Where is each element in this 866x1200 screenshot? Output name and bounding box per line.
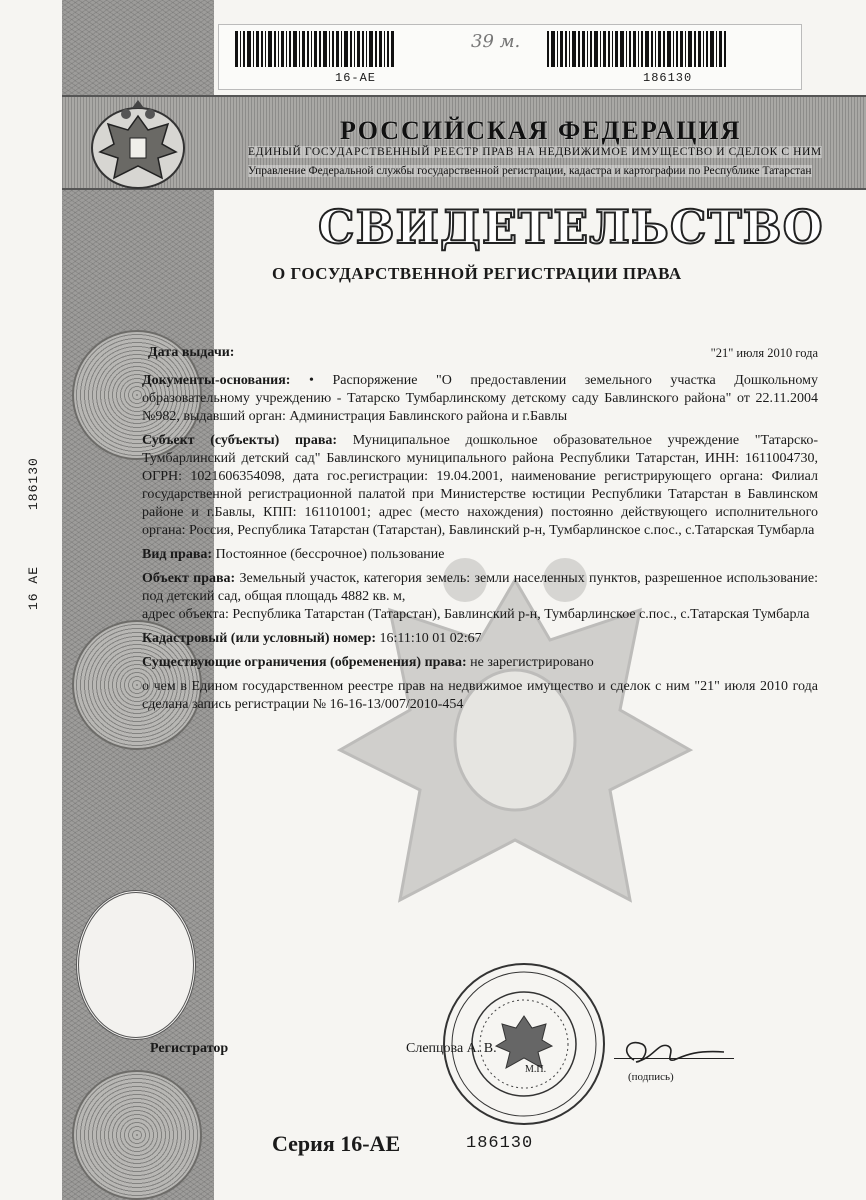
issue-date-row xyxy=(142,344,818,362)
subject-value: Муниципальное дошкольное образовательное учреждение "Татарско-Тумбарлинский детский сад" Бавлинского муниципального района Республики Татарстан, ИНН: 1611004730, ОГРН: 1021606354098, дата гос.регистрации: 19.04.2001, наименование регистрирующего органа: Филиал государственной регистрационной палатой при Министерстве юстиции Республики Татарстан в Бавлинском районе и г.Бавлы, КПП: 161101001; адрес (место нахождения) постоянно действующего исполнительного органа: Россия, Республика Татарстан (Татарстан), Бавлинский р-н, Тумбарлинское с.пос., с.Татарская Тумбарла xyxy=(142,433,818,538)
object-label: Объект права: xyxy=(142,571,236,586)
issue-date-value: "21" июля 2010 года xyxy=(710,346,818,360)
side-series-code: 16 АЕ xyxy=(26,565,41,610)
decorative-oval xyxy=(76,890,196,1040)
right-type-label: Вид права: xyxy=(142,547,213,562)
object-block xyxy=(142,570,818,624)
restrictions-label: Существующие ограничения (обременения) права: xyxy=(142,655,467,670)
side-number: 186130 xyxy=(26,457,41,510)
authority-name: Управление Федеральной службы государственной регистрации, кадастра и картографии по Республике Татарстан xyxy=(248,165,812,177)
seal-place-label: М.П. xyxy=(525,1064,547,1075)
issue-date-label: Дата выдачи: xyxy=(148,345,235,360)
cadastral-value: 16:11:10 01 02:67 xyxy=(379,631,482,646)
barcode-right xyxy=(547,31,728,67)
cadastral-block xyxy=(142,630,818,648)
signature-line xyxy=(614,1058,734,1059)
barcode-box xyxy=(218,24,802,90)
subject-block xyxy=(142,432,818,540)
documents-label: Документы-основания: xyxy=(142,373,291,388)
decorative-rosette xyxy=(72,1070,202,1200)
cadastral-label: Кадастровый (или условный) номер: xyxy=(142,631,377,646)
signature-caption: (подпись) xyxy=(628,1071,674,1083)
series-label: Серия 16-АЕ xyxy=(272,1131,401,1156)
barcode-number: 186130 xyxy=(643,71,693,85)
country-title: РОССИЙСКАЯ ФЕДЕРАЦИЯ xyxy=(340,116,742,145)
registrar-label: Регистратор xyxy=(150,1041,229,1056)
signature-icon xyxy=(614,1032,734,1072)
right-type-block xyxy=(142,546,818,564)
registrar-name: Слепцова А. В. xyxy=(406,1041,497,1056)
barcode-left xyxy=(235,31,396,67)
right-type-value: Постоянное (бессрочное) пользование xyxy=(215,547,445,562)
eagle-emblem-icon xyxy=(78,96,198,196)
documents-value: • Распоряжение "О предоставлении земельного участка Дошкольному образовательному учреждению - Татарско Тумбарлинскому детскому саду Бавлинского района" от 22.11.2004 №982, выдавший орган: Администрация Бавлинского района и г.Бавлы xyxy=(142,373,818,424)
documents-block xyxy=(142,372,818,426)
certificate-subtitle: О ГОСУДАРСТВЕННОЙ РЕГИСТРАЦИИ ПРАВА xyxy=(272,264,682,283)
record-block xyxy=(142,678,818,714)
object-value: Земельный участок, категория земель: земли населенных пунктов, разрешенное использование: под детский сад, общая площадь 4882 кв. м, xyxy=(142,571,819,604)
subject-label: Субъект (субъекты) права: xyxy=(142,433,338,448)
certificate-title: СВИДЕТЕЛЬСТВО xyxy=(318,200,824,254)
handwritten-note: 39 м. xyxy=(471,31,521,52)
restrictions-value: не зарегистрировано xyxy=(470,655,594,670)
restrictions-block xyxy=(142,654,818,672)
object-address: адрес объекта: Республика Татарстан (Татарстан), Бавлинский р-н, Тумбарлинское с.пос., с.Татарская Тумбарла xyxy=(142,607,810,622)
record-text: о чем в Едином государственном реестре прав на недвижимое имущество и сделок с ним "21" июля 2010 года сделана запись регистрации № 16-16-13/007/2010-454 xyxy=(142,679,818,712)
registry-name: ЕДИНЫЙ ГОСУДАРСТВЕННЫЙ РЕЕСТР ПРАВ НА НЕДВИЖИМОЕ ИМУЩЕСТВО И СДЕЛОК С НИМ xyxy=(248,146,822,158)
barcode-series-code: 16-AE xyxy=(335,71,377,85)
certificate-body xyxy=(142,344,818,720)
side-code xyxy=(26,440,66,620)
series-number: 186130 xyxy=(466,1134,534,1153)
